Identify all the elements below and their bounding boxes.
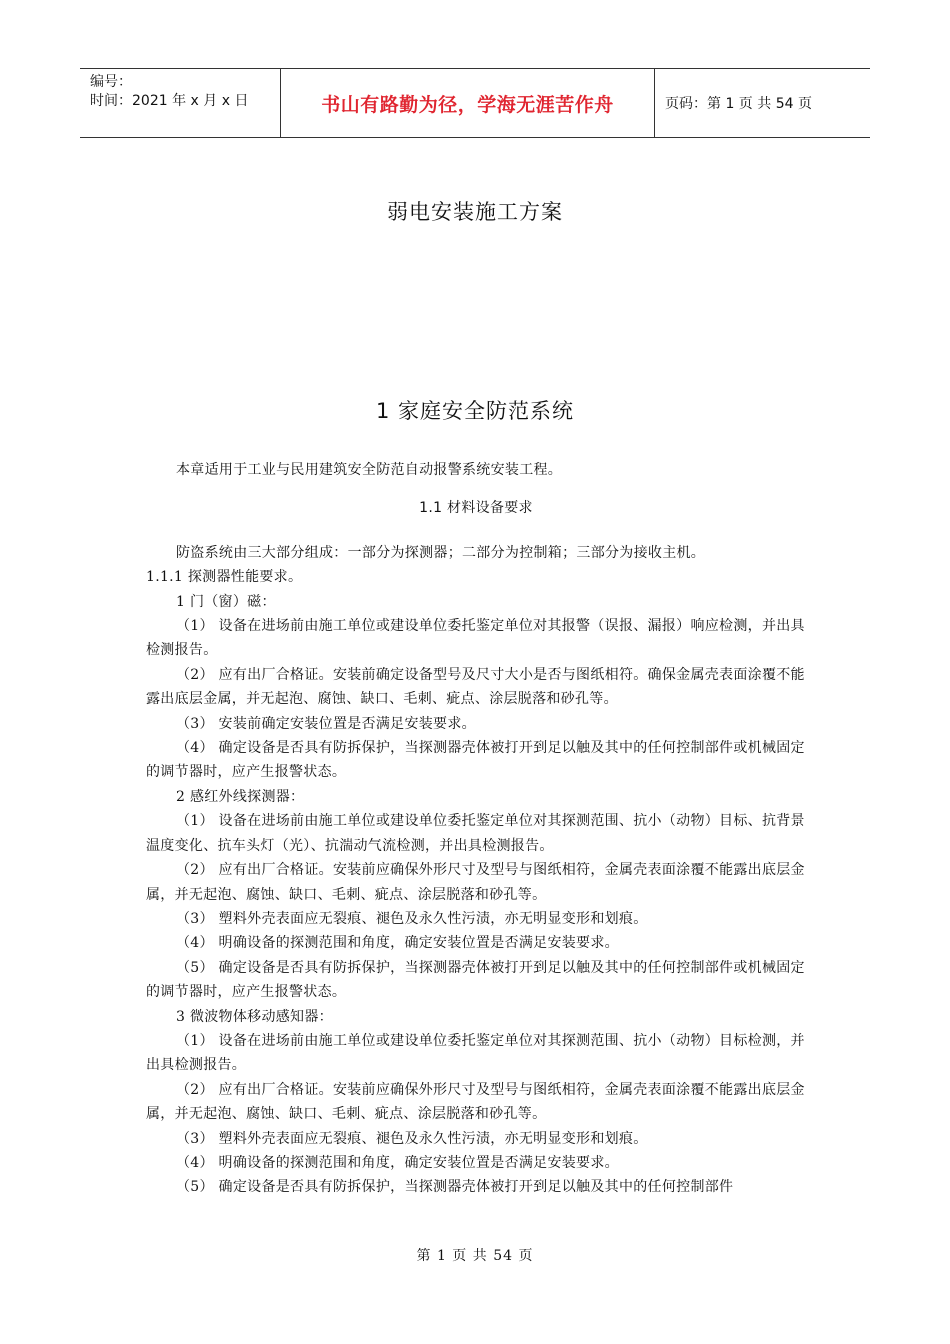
- list-item: （4） 确定设备是否具有防拆保护，当探测器壳体被打开到足以触及其中的任何控制部件或机械固定的调节器时，应产生报警状态。: [146, 740, 805, 781]
- document-date: 时间：2021 年 x 月 x 日: [90, 93, 249, 109]
- list-item: （4） 明确设备的探测范围和角度，确定安装位置是否满足安装要求。: [176, 1154, 619, 1171]
- header-page-info: 页码：第 1 页 共 54 页: [665, 96, 812, 112]
- list-item: （3） 塑料外壳表面应无裂痕、褪色及永久性污渍，亦无明显变形和划痕。: [176, 910, 648, 927]
- intro-paragraph: 本章适用于工业与民用建筑安全防范自动报警系统安装工程。: [176, 462, 563, 478]
- list-item: （2） 应有出厂合格证。安装前应确保外形尺寸及型号与图纸相符，金属壳表面涂覆不能露出底层金属，并无起泡、腐蚀、缺口、毛刺、疵点、涂层脱落和砂孔等。: [146, 1081, 805, 1123]
- page-header-table: [80, 68, 870, 138]
- page-footer: 第 1 页 共 54 页: [416, 1248, 534, 1264]
- section-heading: 1.1 材料设备要求: [419, 500, 533, 517]
- document-body: [146, 458, 806, 1200]
- document-number-label: 编号：: [90, 74, 132, 90]
- list-item: （3） 塑料外壳表面应无裂痕、褪色及永久性污渍，亦无明显变形和划痕。: [176, 1130, 648, 1147]
- list-item: （1） 设备在进场前由施工单位或建设单位委托鉴定单位对其探测范围、抗小（动物）目标检测，并出具检测报告。: [146, 1032, 805, 1074]
- paragraph: 防盗系统由三大部分组成：一部分为探测器；二部分为控制箱；三部分为接收主机。: [176, 544, 706, 561]
- list-item: （5） 确定设备是否具有防拆保护，当探测器壳体被打开到足以触及其中的任何控制部件或机械固定的调节器时，应产生报警状态。: [146, 959, 805, 1001]
- header-meta-cell: [80, 69, 281, 137]
- chapter-title: 1 家庭安全防范系统: [375, 399, 575, 423]
- list-item: （4） 明确设备的探测范围和角度，确定安装位置是否满足安装要求。: [176, 935, 619, 952]
- list-item: （2） 应有出厂合格证。安装前确定设备型号及尺寸大小是否与图纸相符。确保金属壳表面涂覆不能露出底层金属，并无起泡、腐蚀、缺口、毛刺、疵点、涂层脱落和砂孔等。: [146, 666, 805, 708]
- item-heading: 1 门（窗）磁：: [176, 593, 276, 610]
- subsection-heading: 1.1.1 探测器性能要求。: [146, 569, 303, 586]
- list-item: （2） 应有出厂合格证。安装前应确保外形尺寸及型号与图纸相符，金属壳表面涂覆不能露出底层金属，并无起泡、腐蚀、缺口、毛刺、疵点、涂层脱落和砂孔等。: [146, 862, 805, 903]
- header-motto: 书山有路勤为径，学海无涯苦作舟: [281, 69, 655, 137]
- list-item: （3） 安装前确定安装位置是否满足安装要求。: [176, 715, 476, 732]
- list-item: （1） 设备在进场前由施工单位或建设单位委托鉴定单位对其报警（误报、漏报）响应检测，并出具检测报告。: [146, 618, 805, 659]
- list-item: （1） 设备在进场前由施工单位或建设单位委托鉴定单位对其探测范围、抗小（动物）目标、抗背景温度变化、抗车头灯（光）、抗湍动气流检测，并出具检测报告。: [146, 813, 805, 854]
- document-title: 弱电安装施工方案: [387, 200, 563, 224]
- list-item: （5） 确定设备是否具有防拆保护，当探测器壳体被打开到足以触及其中的任何控制部件: [176, 1179, 734, 1196]
- item-heading: 2 感红外线探测器：: [176, 788, 305, 805]
- item-heading: 3 微波物体移动感知器：: [176, 1008, 333, 1025]
